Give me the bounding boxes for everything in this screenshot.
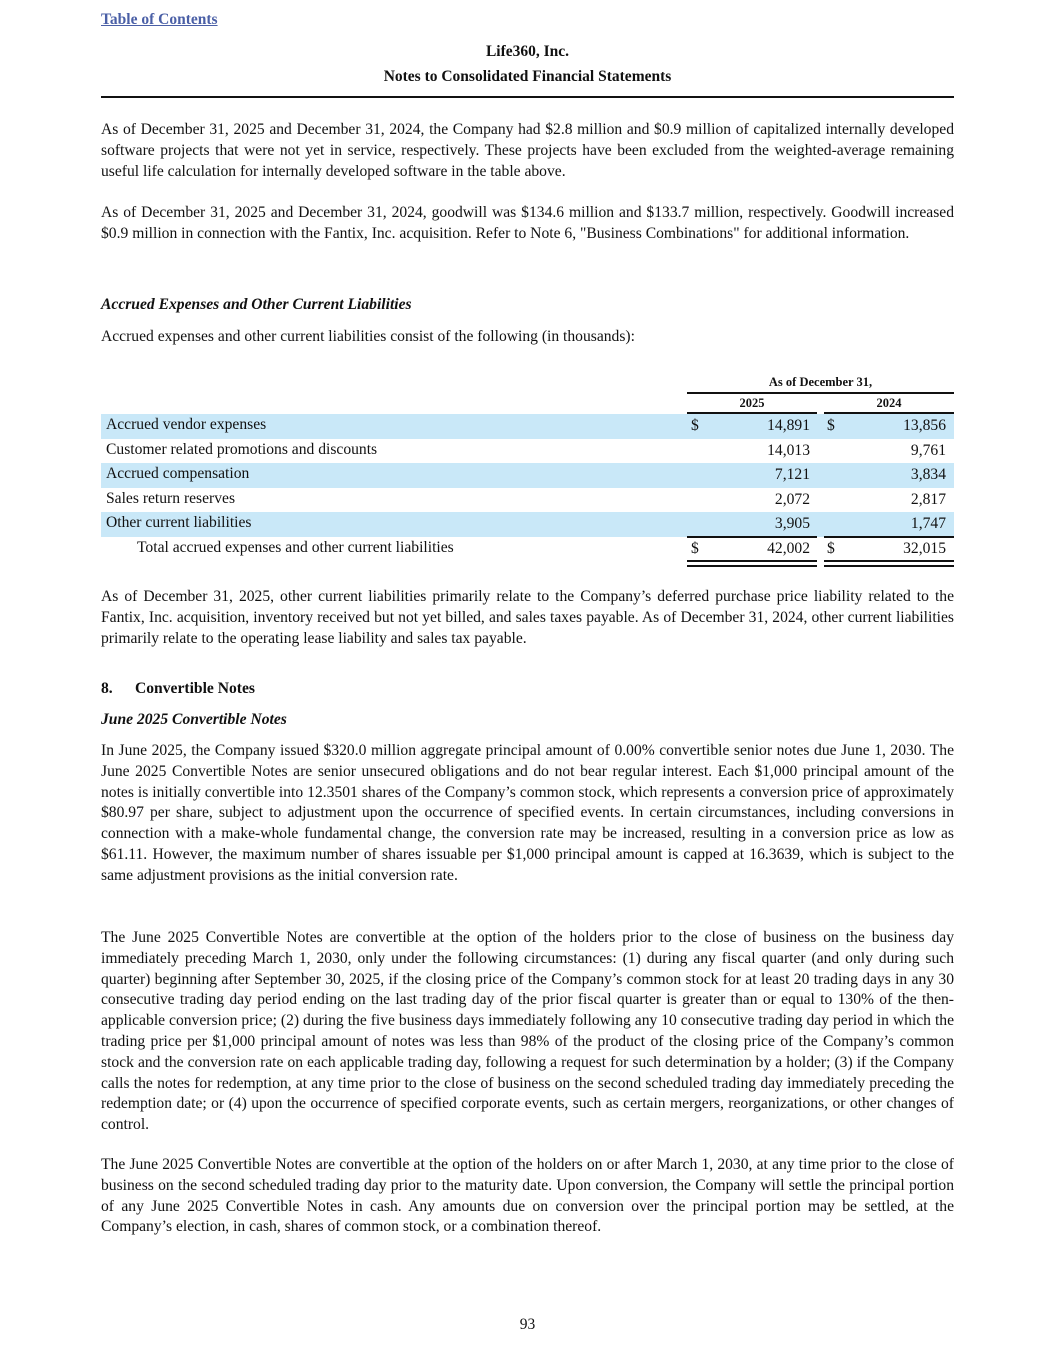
total-double-rule-2025 (687, 560, 817, 567)
table-row (101, 414, 954, 439)
currency-symbol: $ (827, 417, 835, 434)
june-2025-notes-heading: June 2025 Convertible Notes (101, 711, 287, 728)
paragraph-software-projects: As of December 31, 2025 and December 31, 2024, the Company had $2.8 million and $0.9 million of capitalized internally developed software projects that were not yet in service, respectively. These projects have been excluded from the weighted-average remaining useful life calculation for internally developed software in the table above. (101, 121, 954, 180)
value-2025: 14,891 (767, 417, 810, 434)
column-header-2024: 2024 (876, 396, 902, 410)
accrued-expenses-heading: Accrued Expenses and Other Current Liabilities (101, 296, 412, 313)
value-2024: 3,834 (910, 466, 946, 483)
total-label: Total accrued expenses and other current liabilities (137, 539, 454, 556)
total-double-rule-2024 (824, 560, 954, 567)
table-of-contents-link[interactable]: Table of Contents (101, 11, 218, 28)
paragraph-notes-issuance: In June 2025, the Company issued $320.0 million aggregate principal amount of 0.00% convertible senior notes due June 1, 2030. The June 2025 Convertible Notes are senior unsecured obligations and do not bear regular interest. Each $1,000 principal amount of the notes is initially convertible into 12.3501 shares of the Company’s common stock, which represents a conversion price of approximately $80.97 per share, subject to adjustment upon the occurrence of specified events. In certain circumstances, including conversions in connection with a make-whole fundamental change, the conversion rate may be increased, resulting in a conversion price as low as $61.11. However, the maximum number of shares issuable per $1,000 principal amount is capped at 16.3639, which is subject to the same adjustment provisions as the initial conversion rate. (101, 742, 954, 884)
total-2025: 42,002 (767, 540, 810, 557)
value-2024: 9,761 (910, 441, 946, 459)
paragraph-other-liabilities: As of December 31, 2025, other current liabilities primarily relate to the Company’s deferred purchase price liability related to the Fantix, Inc. acquisition, inventory received but not yet billed, and sales taxes payable. As of December 31, 2024, other current liabilities primarily relate to the operating lease liability and sales tax payable. (101, 588, 954, 647)
value-2025: 7,121 (774, 466, 810, 483)
row-label: Other current liabilities (106, 514, 252, 531)
value-2025: 3,905 (774, 515, 810, 532)
currency-symbol: $ (827, 540, 835, 557)
value-2025: 14,013 (767, 441, 810, 459)
currency-symbol: $ (691, 417, 699, 434)
table-header-rule (687, 392, 954, 394)
value-2024: 2,817 (910, 490, 946, 508)
row-label: Customer related promotions and discounts (106, 440, 378, 458)
total-2024: 32,015 (903, 540, 946, 557)
column-header-2025: 2025 (739, 396, 765, 410)
section-number: 8. (101, 680, 113, 697)
table-row (101, 463, 954, 488)
table-row (101, 512, 954, 537)
value-2025: 2,072 (774, 490, 810, 508)
currency-symbol: $ (691, 540, 699, 557)
company-name: Life360, Inc. (485, 43, 570, 60)
row-label: Sales return reserves (106, 489, 236, 507)
section-title: Convertible Notes (135, 680, 255, 697)
row-label: Accrued vendor expenses (106, 416, 267, 433)
header-divider (101, 96, 954, 98)
page-title: Notes to Consolidated Financial Statements (383, 68, 672, 85)
page-number: 93 (519, 1316, 536, 1333)
table-total-row (101, 537, 954, 562)
table-row (101, 488, 954, 513)
accrued-expenses-intro: Accrued expenses and other current liabilities consist of the following (in thousands): (101, 328, 635, 345)
section-heading-convertible-notes (101, 680, 255, 698)
paragraph-conversion-after-march: The June 2025 Convertible Notes are convertible at the option of the holders on or after March 1, 2030, at any time prior to the close of business on the second scheduled trading day prior to the maturity date. Upon conversion, the Company will settle the principal portion of any June 2025 Convertible Notes in cash. Any amounts due on conversion over the principal portion may be settled, at the Company’s election, in cash, shares of common stock, or a combination thereof. (101, 1156, 954, 1236)
paragraph-conversion-circumstances: The June 2025 Convertible Notes are convertible at the option of the holders prior to the close of business on the business day immediately preceding March 1, 2030, only under the following circumstances: (1) during any fiscal quarter (and only during such quarter) beginning after September 30, 2025, if the closing price of the Company’s common stock for at least 20 trading days in any 30 consecutive trading day period ending on the last trading day of the prior fiscal quarter is greater than or equal to 130% of the then-applicable conversion price; (2) during the five business days immediately following any 10 consecutive trading day period in which the trading price per $1,000 principal amount of notes was less than 98% of the product of the closing price of the Company’s common stock and the conversion rate on each applicable trading day, following a request for such determination by a holder; (3) if the Company calls the notes for redemption, at any time prior to the close of business on the second scheduled trading day immediately preceding the redemption date; or (4) upon the occurrence of specified corporate events, such as certain mergers, reorganizations, or other changes of control. (101, 929, 954, 1134)
table-group-header: As of December 31, (768, 375, 873, 389)
paragraph-goodwill: As of December 31, 2025 and December 31, 2024, goodwill was $134.6 million and $133.7 million, respectively. Goodwill increased $0.9 million in connection with the Fantix, Inc. acquisition. Refer to Note 6, "Business Combinations" for additional information. (101, 204, 954, 242)
value-2024: 1,747 (910, 515, 946, 532)
table-row (101, 439, 954, 464)
value-2024: 13,856 (903, 417, 946, 434)
row-label: Accrued compensation (106, 465, 250, 482)
